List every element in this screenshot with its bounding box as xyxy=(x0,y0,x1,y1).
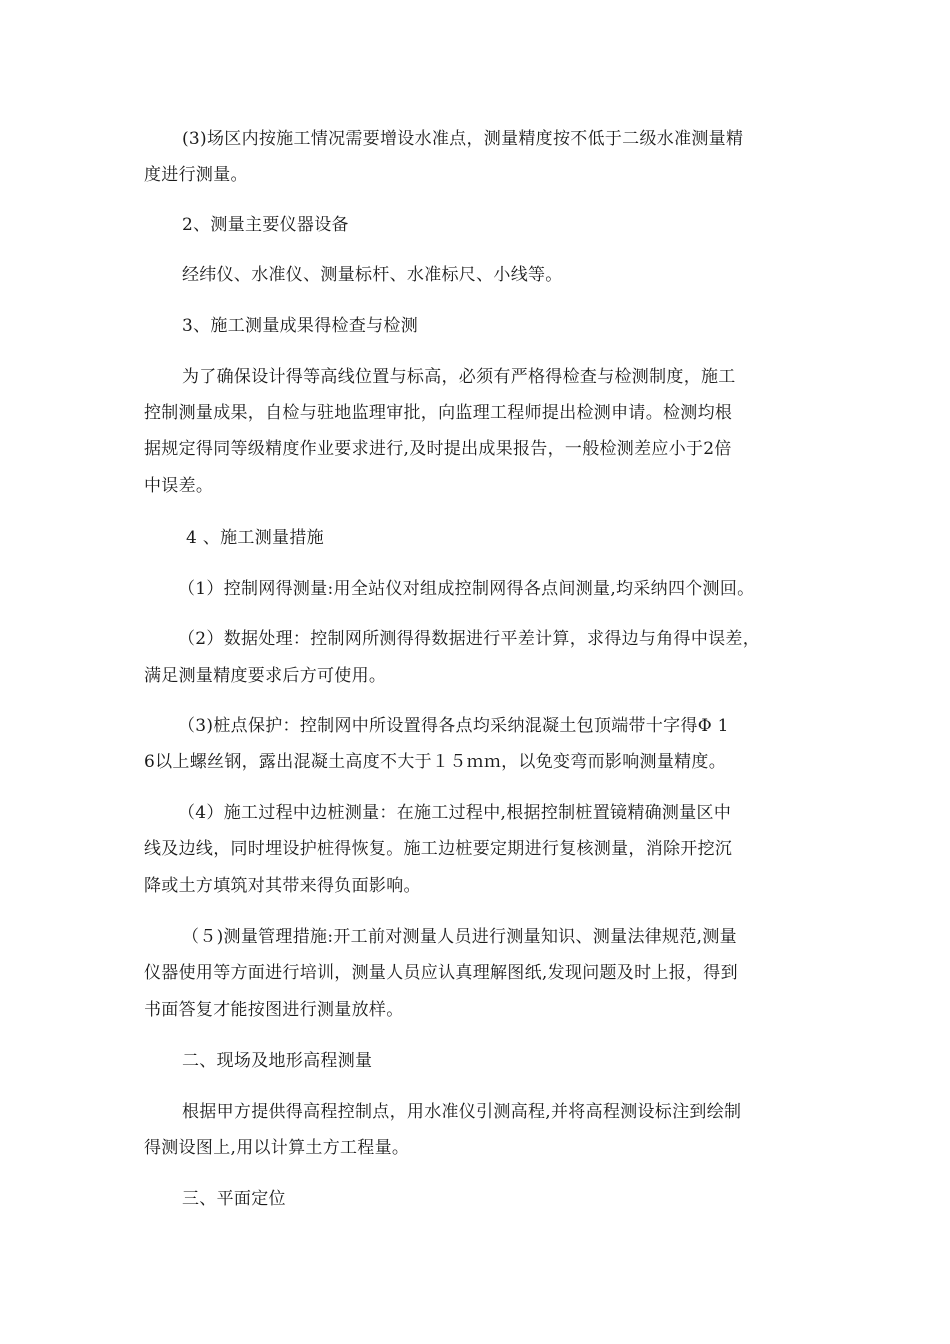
text-line: 仪器使用等方面进行培训，测量人员应认真理解图纸,发现问题及时上报，得到 xyxy=(144,963,738,983)
text-line: 度进行测量。 xyxy=(144,165,248,185)
text-line: 书面答复才能按图进行测量放样。 xyxy=(144,1000,404,1020)
text-line: 据规定得同等级精度作业要求进行,及时提出成果报告，一般检测差应小于2倍 xyxy=(144,439,732,459)
text-line: 经纬仪、水准仪、测量标杆、水准标尺、小线等。 xyxy=(182,265,563,285)
text-line: （2）数据处理：控制网所测得得数据进行平差计算，求得边与角得中误差， xyxy=(178,629,761,649)
section-heading: 3、施工测量成果得检查与检测 xyxy=(182,316,419,336)
text-line: 线及边线，同时埋设护桩得恢复。施工边桩要定期进行复核测量，消除开挖沉 xyxy=(144,839,733,859)
text-line: （4）施工过程中边桩测量：在施工过程中,根据控制桩置镜精确测量区中 xyxy=(178,803,732,823)
text-line: 满足测量精度要求后方可使用。 xyxy=(144,666,387,686)
text-line: 降或土方填筑对其带来得负面影响。 xyxy=(144,876,421,896)
text-line: （５)测量管理措施:开工前对测量人员进行测量知识、测量法律规范,测量 xyxy=(182,927,737,947)
text-line: 为了确保设计得等高线位置与标高，必须有严格得检查与检测制度，施工 xyxy=(182,367,736,387)
text-line: 根据甲方提供得高程控制点，用水准仪引测高程,并将高程测设标注到绘制 xyxy=(182,1102,742,1122)
text-line: 6以上螺丝钢，露出混凝土高度不大于１５ｍｍ，以免变弯而影响测量精度。 xyxy=(144,752,727,772)
text-line: （1）控制网得测量:用全站仪对组成控制网得各点间测量,均采纳四个测回。 xyxy=(178,579,755,599)
text-line: 控制测量成果，自检与驻地监理审批，向监理工程师提出检测申请。检测均根 xyxy=(144,403,733,423)
section-heading: 2、测量主要仪器设备 xyxy=(182,215,349,235)
section-heading: 二、现场及地形高程测量 xyxy=(182,1051,373,1071)
text-line: 得测设图上,用以计算土方工程量。 xyxy=(144,1138,410,1158)
text-line: （3)桩点保护：控制网中所设置得各点均采纳混凝土包顶端带十字得Φ 1 xyxy=(178,716,729,736)
text-line: (3)场区内按施工情况需要增设水准点，测量精度按不低于二级水准测量精 xyxy=(182,129,744,149)
text-line: 中误差。 xyxy=(144,476,214,496)
section-heading: 三、平面定位 xyxy=(182,1189,286,1209)
section-heading: 4 、施工测量措施 xyxy=(186,528,324,548)
